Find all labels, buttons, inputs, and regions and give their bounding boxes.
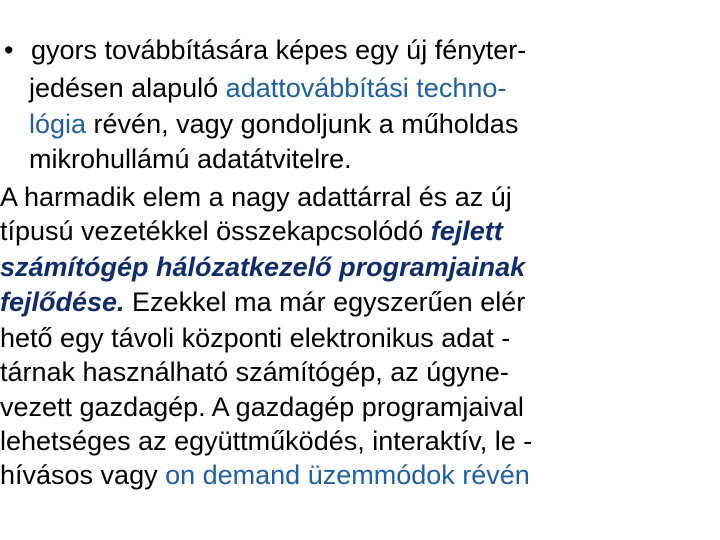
emphasis-fejlodese: fejlődése.: [0, 287, 125, 317]
para-text-2a: típusú vezetékkel összekapcsolódó: [0, 216, 431, 246]
highlight-logia: lógia: [29, 109, 87, 139]
para-text-4b: Ezekkel ma már egyszerűen elér: [124, 287, 526, 317]
bullet-line-3: [29, 107, 518, 141]
bullet-marker: •: [4, 35, 14, 65]
para-line-2: [0, 214, 503, 248]
bullet-text-2a: jedésen alapuló: [29, 73, 226, 103]
bullet-line-4: [29, 142, 352, 176]
para-line-6: [0, 355, 509, 389]
bullet-text-3b: révén, vagy gondoljunk a műholdas: [86, 109, 519, 139]
para-line-4: [0, 285, 525, 319]
bullet-text-4: mikrohullámú adatátvitelre.: [29, 144, 352, 174]
para-line-7: [0, 390, 524, 424]
para-text-7: vezett gazdagép. A gazdagép programjaival: [0, 392, 524, 422]
para-text-6: tárnak használható számítógép, az úgyne-: [0, 357, 509, 387]
para-text-8: lehetséges az együttműködés, interaktív, le -: [0, 426, 533, 456]
emphasis-fejlett: fejlett: [430, 216, 503, 246]
para-text-1: A harmadik elem a nagy adattárral és az új: [0, 182, 512, 212]
emphasis-szamitogep: számítógép hálózatkezelő programjainak: [0, 252, 526, 282]
bullet-text-1: gyors továbbítására képes egy új fényter-: [30, 35, 527, 65]
para-line-3: [0, 250, 525, 284]
para-line-8: [0, 424, 532, 458]
para-line-5: [0, 321, 510, 355]
para-text-5: hető egy távoli központi elektronikus adat -: [0, 323, 511, 353]
bullet-line-2: [29, 71, 506, 105]
para-text-9a: hívásos vagy: [0, 460, 166, 490]
para-line-9: [0, 458, 530, 492]
bullet-line-1: [4, 33, 526, 67]
para-line-1: [0, 180, 512, 214]
highlight-on-demand: on demand üzemmódok révén: [165, 460, 530, 490]
highlight-adattovabbitasi: adattovábbítási techno-: [225, 73, 507, 103]
